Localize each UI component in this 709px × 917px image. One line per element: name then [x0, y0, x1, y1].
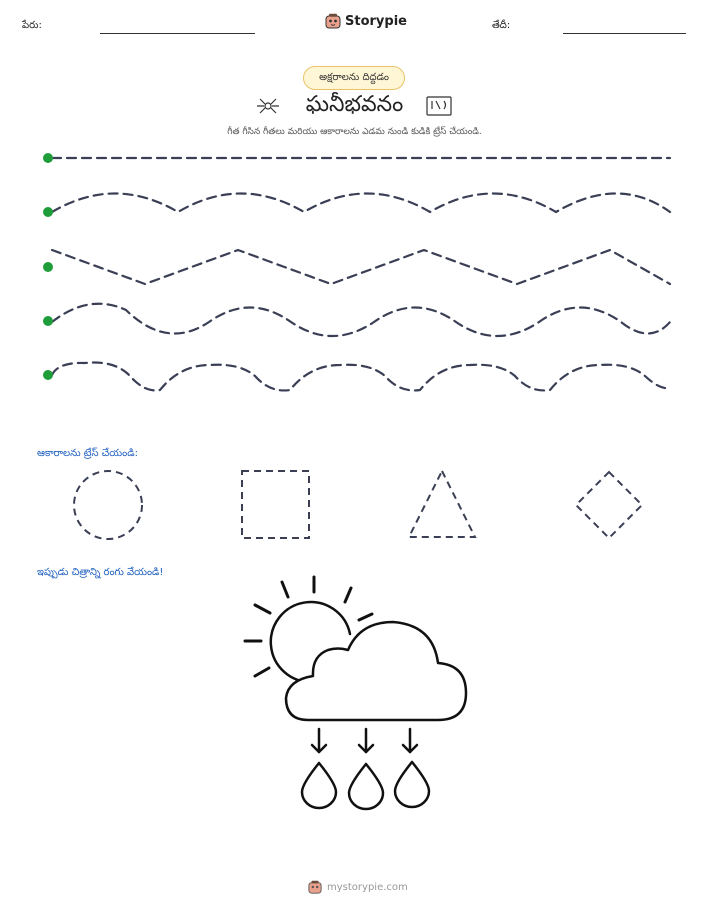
start-dot [43, 370, 53, 380]
category-badge: అక్షరాలను దిద్దడం [303, 66, 405, 90]
trace-line-zigzag [52, 250, 670, 284]
arrows [312, 729, 417, 752]
tracing-lines[interactable] [0, 0, 709, 420]
trace-circle [74, 471, 142, 539]
water-drop [395, 762, 429, 807]
shapes-section-label: ఆకారాలను ట్రేస్ చేయండి: [37, 448, 138, 459]
brand-name: Storypie [345, 13, 407, 29]
water-drop [302, 763, 336, 808]
footer-url[interactable]: mystorypie.com [327, 881, 408, 893]
start-dot [43, 207, 53, 217]
footer [308, 880, 408, 894]
instruction-text: గీత గీసిన గీతలు మరియు ఆకారాలను ఎడమ నుండి కుడికి ట్రేస్ చేయండి. [227, 127, 482, 137]
trace-line-wave [52, 304, 670, 336]
worksheet-title: ఘనీభవనం [305, 92, 404, 117]
coloring-picture[interactable] [235, 570, 475, 815]
start-dot [43, 153, 53, 163]
tracing-shapes[interactable] [0, 460, 709, 550]
start-dot [43, 316, 53, 326]
storypie-logo-icon [308, 880, 322, 894]
name-label: పేరు: [22, 20, 42, 31]
trace-line-bumps [52, 363, 670, 391]
trace-diamond [576, 472, 642, 538]
start-dot [43, 262, 53, 272]
trace-triangle [409, 471, 475, 537]
water-drop [349, 764, 383, 809]
date-label: తేదీ: [492, 20, 511, 31]
trace-line-arches [52, 194, 670, 213]
coloring-section-label: ఇప్పుడు చిత్రాన్ని రంగు వేయండి! [37, 567, 164, 578]
trace-square [242, 471, 309, 538]
